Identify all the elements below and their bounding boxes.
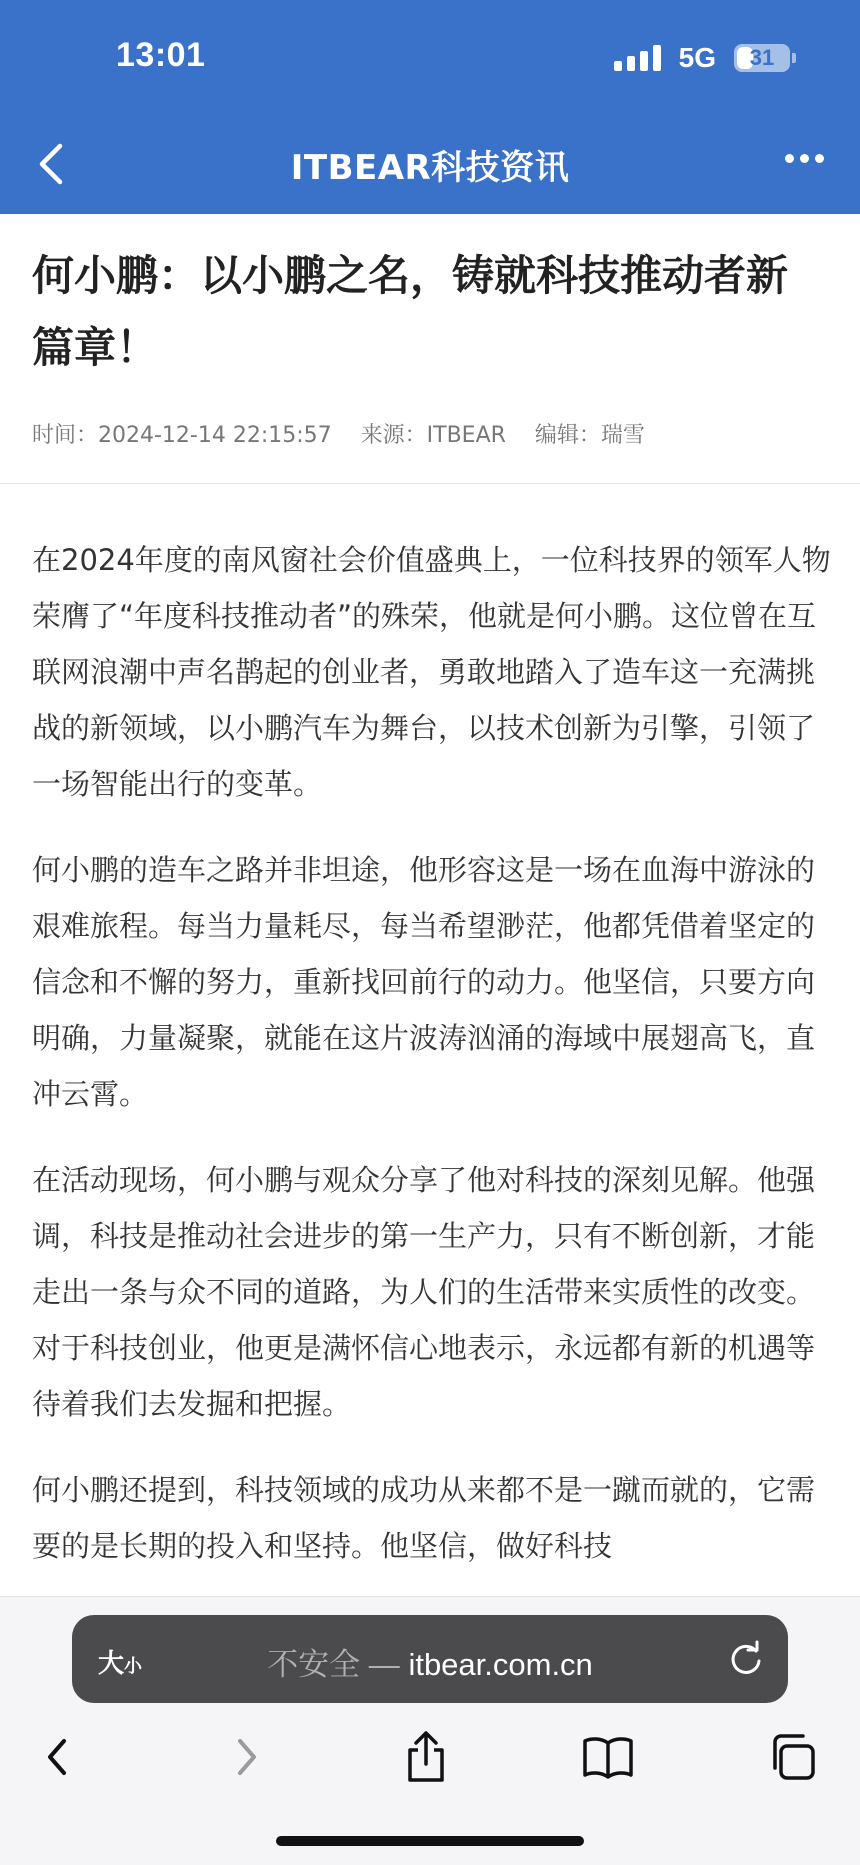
app-header [0, 0, 860, 214]
share-icon[interactable] [396, 1727, 456, 1787]
url-display[interactable] [72, 1639, 788, 1684]
browser-toolbar [0, 1727, 860, 1807]
more-dots-icon[interactable] [785, 154, 824, 163]
url-text: itbear.com.cn [408, 1647, 593, 1682]
reload-icon[interactable] [726, 1639, 766, 1679]
article-paragraph: 在2024年度的南风窗社会价值盛典上，一位科技界的领军人物荣膺了“年度科技推动者”的殊荣，他就是何小鹏。这位曾在互联网浪潮中声名鹊起的创业者，勇敢地踏入了造车这一充满挑战的新领域，以小鹏汽车为舞台，以技术创新为引擎，引领了一场智能出行的变革。 [32, 543, 831, 801]
battery-icon [734, 44, 790, 72]
article-paragraph: 何小鹏的造车之路并非坦途，他形容这是一场在血海中游泳的艰难旅程。每当力量耗尽，每当希望渺茫，他都凭借着坚定的信念和不懈的努力，重新找回前行的动力。他坚信，只要方向明确，力量凝聚，就能在这片波涛汹涌的海域中展翅高飞，直冲云霄。 [32, 853, 816, 1111]
article-source: 来源：ITBEAR [360, 423, 506, 448]
article-title: 何小鹏：以小鹏之名，铸就科技推动者新篇章！ [32, 251, 789, 372]
text-size-big: 大 [98, 1649, 125, 1679]
signal-icon [614, 45, 661, 71]
status-indicators [614, 42, 790, 74]
article-paragraph: 在活动现场，何小鹏与观众分享了他对科技的深刻见解。他强调，科技是推动社会进步的第一生产力，只有不断创新，才能走出一条与众不同的道路，为人们的生活带来实质性的改变。对于科技创业，他更是满怀信心地表示，永远都有新的机遇等待着我们去发掘和把握。 [32, 1163, 816, 1421]
battery-level: 31 [749, 45, 775, 70]
back-icon[interactable] [28, 1727, 88, 1787]
insecure-label: 不安全 — [267, 1647, 400, 1682]
article-editor: 编辑：瑞雪 [534, 423, 645, 448]
divider [0, 483, 860, 484]
text-size-small: 小 [124, 1656, 143, 1677]
status-time: 13:01 [116, 36, 206, 74]
home-indicator[interactable] [276, 1836, 584, 1846]
article-time: 时间：2024-12-14 22:15:57 [32, 423, 332, 448]
network-label: 5G [678, 42, 716, 73]
page-title: ITBEAR科技资讯 [290, 148, 570, 188]
forward-icon[interactable] [216, 1727, 276, 1787]
article-meta [32, 418, 667, 449]
article-body [32, 532, 832, 1604]
browser-bottom-bar [0, 1596, 860, 1865]
article-paragraph: 何小鹏还提到，科技领域的成功从来都不是一蹴而就的，它需要的是长期的投入和坚持。他坚信，做好科技 [32, 1473, 816, 1563]
tabs-icon[interactable] [762, 1727, 822, 1787]
bookmarks-icon[interactable] [578, 1727, 638, 1787]
address-bar[interactable] [72, 1615, 788, 1703]
